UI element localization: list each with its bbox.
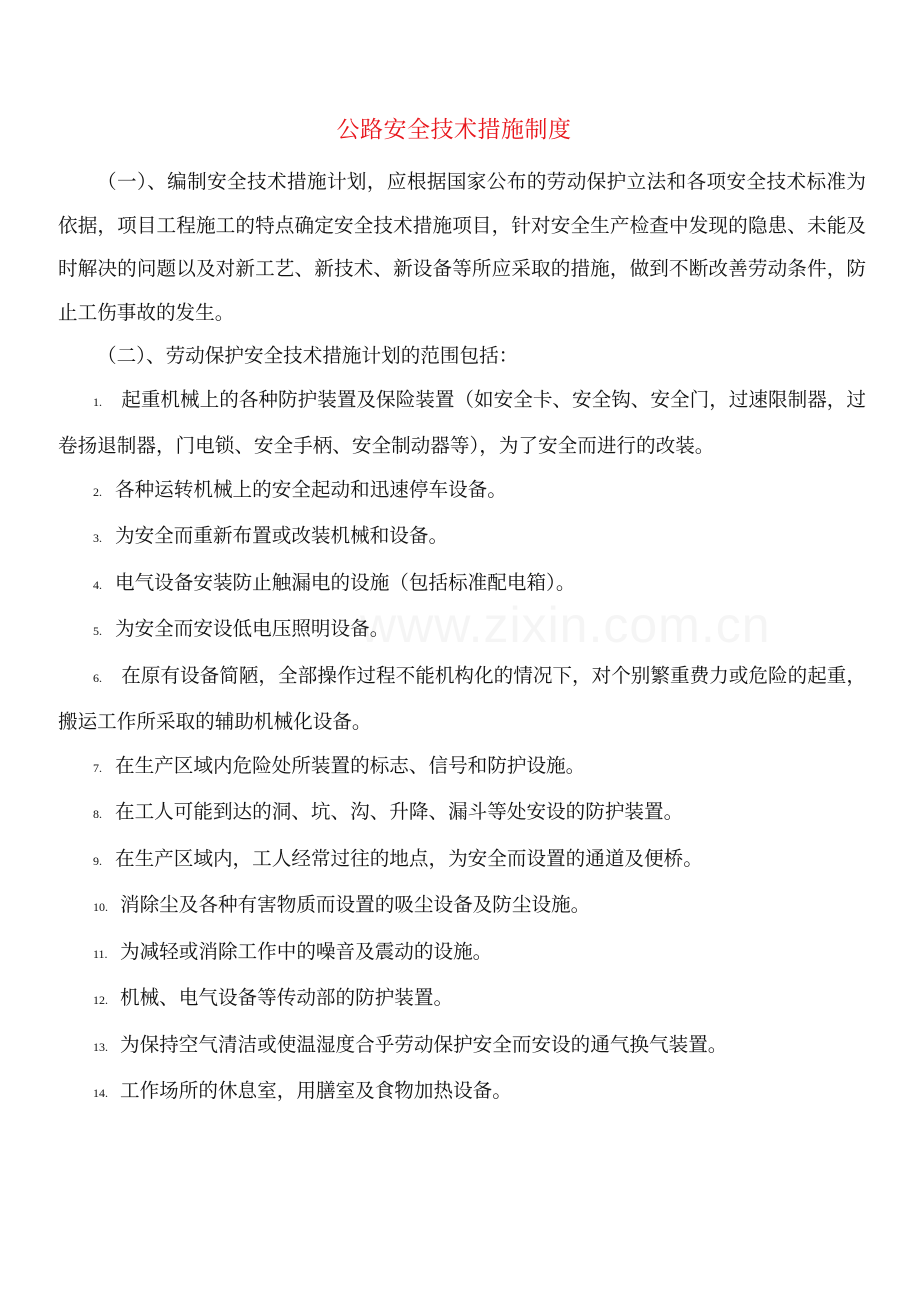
list-item-number: 10. xyxy=(93,900,108,914)
list-item xyxy=(58,1023,866,1070)
list-item xyxy=(58,1069,866,1116)
list-item-text: 为安全而安设低电压照明设备。 xyxy=(115,617,390,640)
list-item xyxy=(58,514,866,561)
list-item-text: 在工人可能到达的洞、坑、沟、升降、漏斗等处安设的防护装置。 xyxy=(115,800,684,823)
document-title: 公路安全技术措施制度 xyxy=(336,117,572,143)
list-item-text: 工作场所的休息室，用膳室及食物加热设备。 xyxy=(120,1079,512,1102)
list-item-text: 为安全而重新布置或改装机械和设备。 xyxy=(115,524,449,547)
list-item-number: 1. xyxy=(93,394,102,409)
paragraph-2: （二）、劳动保护安全技术措施计划的范围包括： xyxy=(97,344,519,367)
list-item xyxy=(58,468,866,515)
watermark: www.zixin.com.cn xyxy=(360,597,771,653)
list-item xyxy=(58,790,866,837)
list-item-number: 14. xyxy=(93,1086,108,1100)
list-item-number: 12. xyxy=(93,993,108,1007)
document-body xyxy=(58,160,866,1116)
paragraph-1: （一）、编制安全技术措施计划，应根据国家公布的劳动保护立法和各项安全技术标准为依据，项目工程施工的特点确定安全技术措施项目，针对安全生产检查中发现的隐患、未能及时解决的问题以及对新工艺、新技术、新设备等所应采取的措施，做到不断改善劳动条件，防止工伤事故的发生。 xyxy=(58,170,866,324)
list-item-number: 7. xyxy=(93,760,102,775)
list-item xyxy=(58,607,866,654)
list-item-text: 起重机械上的各种防护装置及保险装置（如安全卡、安全钩、安全门，过速限制器，过卷扬退制器，门电锁、安全手柄、安全制动器等），为了安全而进行的改装。 xyxy=(58,387,866,457)
list-item-number: 13. xyxy=(93,1039,108,1054)
list-item xyxy=(58,883,866,930)
list-item-number: 8. xyxy=(93,807,102,821)
list-item-number: 11. xyxy=(93,946,108,961)
list-item-text: 在生产区域内，工人经常过往的地点，为安全而设置的通道及便桥。 xyxy=(115,846,703,870)
list-item-text: 各种运转机械上的安全起动和迅速停车设备。 xyxy=(115,477,507,501)
list-item-text: 为保持空气清洁或使温湿度合乎劳动保护安全而安设的通气换气装置。 xyxy=(120,1032,728,1056)
list-item xyxy=(58,976,866,1023)
list-item-number: 3. xyxy=(93,531,102,545)
list-item-text: 在生产区域内危险处所装置的标志、信号和防护设施。 xyxy=(115,753,586,777)
list-item-text: 在原有设备简陋，全部操作过程不能机构化的情况下，对个别繁重费力或危险的起重，搬运工作所采取的辅助机械化设备。 xyxy=(58,663,866,733)
list-item-text: 机械、电气设备等传动部的防护装置。 xyxy=(120,986,454,1009)
list-item-text: 消除尘及各种有害物质而设置的吸尘设备及防尘设施。 xyxy=(120,893,591,916)
list-item xyxy=(58,654,866,744)
list-item-text: 电气设备安装防止触漏电的设施（包括标准配电箱）。 xyxy=(115,570,576,594)
list-item-number: 6. xyxy=(93,670,102,685)
list-item-number: 2. xyxy=(93,484,102,499)
list-item-number: 4. xyxy=(93,577,102,592)
list-item-number: 5. xyxy=(93,624,102,638)
list-item xyxy=(58,378,866,468)
list-item xyxy=(58,744,866,791)
list-item xyxy=(58,837,866,884)
list-item xyxy=(58,561,866,608)
list-item-number: 9. xyxy=(93,853,102,868)
list-item-text: 为减轻或消除工作中的噪音及震动的设施。 xyxy=(120,939,493,963)
list-item xyxy=(58,930,866,977)
